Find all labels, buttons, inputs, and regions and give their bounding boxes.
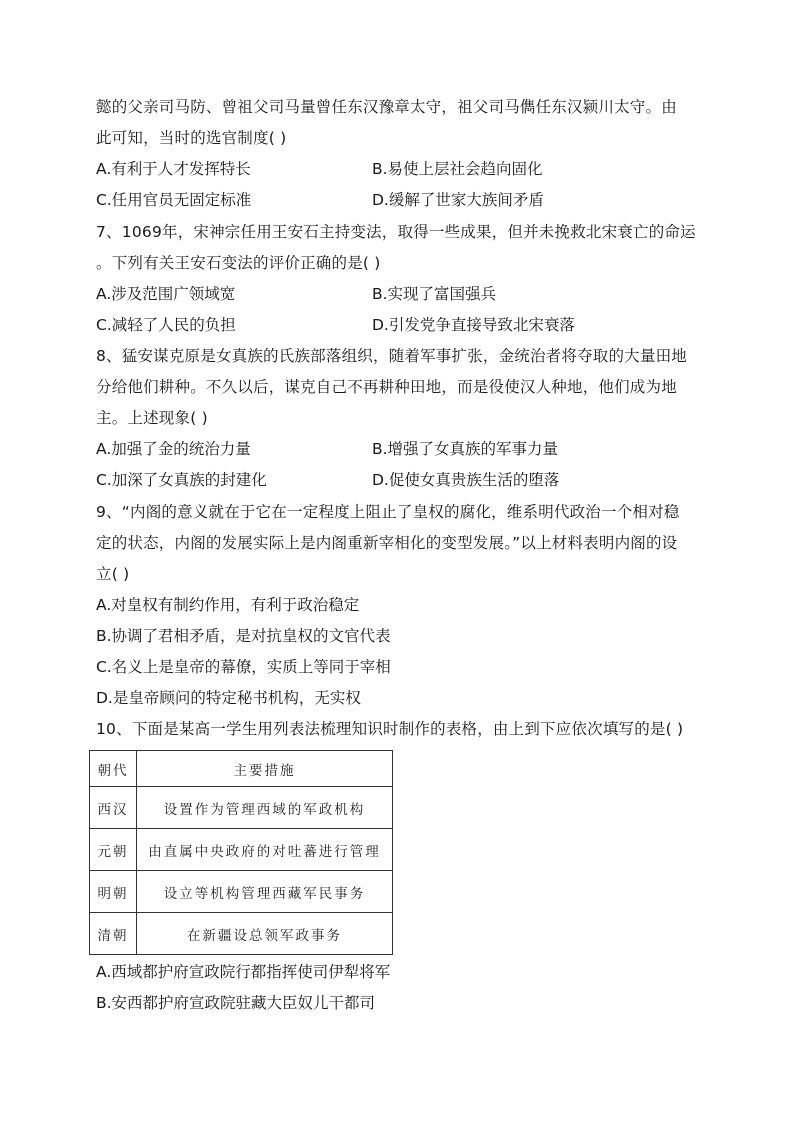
q9-option-a: A.对皇权有制约作用，有利于政治稳定 <box>96 596 360 614</box>
q8-option-c: C.加深了女真族的封建化 <box>96 471 267 489</box>
q8-stem-line2: 分给他们耕种。不久以后，谋克自己不再耕种田地，而是役使汉人种地，他们成为地 <box>96 378 677 396</box>
table-cell-dynasty: 西汉 <box>90 787 137 829</box>
q9-option-c: C.名义上是皇帝的幕僚，实质上等同于宰相 <box>96 658 391 676</box>
table-cell-measure: 设置作为管理西域的军政机构 <box>137 787 393 829</box>
q8-option-a: A.加强了金的统治力量 <box>96 440 251 458</box>
table-row <box>90 913 393 955</box>
table-cell-dynasty: 元朝 <box>90 829 137 871</box>
q10-table <box>89 750 393 955</box>
table-row <box>90 871 393 913</box>
q9-stem-line2: 定的状态，内阁的发展实际上是内阁重新宰相化的变型发展。”以上材料表明内阁的设 <box>96 534 678 552</box>
q9-option-b: B.协调了君相矛盾，是对抗皇权的文官代表 <box>96 627 391 645</box>
q10-stem-line1: 10、下面是某高一学生用列表法梳理知识时制作的表格，由上到下应依次填写的是( ) <box>96 720 684 738</box>
q9-option-d: D.是皇帝顾问的特定秘书机构，无实权 <box>96 689 361 707</box>
q7-option-b: B.实现了富国强兵 <box>372 285 497 303</box>
q6-stem-line2: 此可知，当时的选官制度( ) <box>96 129 287 147</box>
q7-stem-line2: 。下列有关王安石变法的评价正确的是( ) <box>96 254 381 272</box>
q9-stem-line1: 9、“内阁的意义就在于它在一定程度上阻止了皇权的腐化，维系明代政治一个相对稳 <box>96 503 680 521</box>
q7-stem-line1: 7、1069年，宋神宗任用王安石主持变法，取得一些成果，但并未挽救北宋衰亡的命运 <box>96 223 696 241</box>
q7-option-c: C.减轻了人民的负担 <box>96 316 236 334</box>
q6-option-a: A.有利于人才发挥特长 <box>96 160 251 178</box>
q8-option-b: B.增强了女真族的军事力量 <box>372 440 559 458</box>
q9-stem-line3: 立( ) <box>96 565 130 583</box>
q7-option-a: A.涉及范围广领域宽 <box>96 285 236 303</box>
q10-option-a: A.西域都护府宣政院行都指挥使司伊犁将军 <box>96 963 391 981</box>
table-row <box>90 787 393 829</box>
table-cell-measure: 由直属中央政府的对吐蕃进行管理 <box>137 829 393 871</box>
table-cell-measure: 在新疆设总领军政事务 <box>137 913 393 955</box>
q7-option-d: D.引发党争直接导致北宋衰落 <box>372 316 575 334</box>
table-cell-dynasty: 清朝 <box>90 913 137 955</box>
q8-stem-line1: 8、猛安谋克原是女真族的氏族部落组织，随着军事扩张，金统治者将夺取的大量田地 <box>96 347 687 365</box>
q6-option-d: D.缓解了世家大族间矛盾 <box>372 191 544 209</box>
table-cell-measure: 设立等机构管理西藏军民事务 <box>137 871 393 913</box>
table-header-dynasty: 朝代 <box>90 751 137 787</box>
q8-option-d: D.促使女真贵族生活的堕落 <box>372 471 560 489</box>
q6-stem-line1: 懿的父亲司马防、曾祖父司马量曾任东汉豫章太守，祖父司马儁任东汉颍川太守。由 <box>96 98 677 116</box>
q6-option-b: B.易使上层社会趋向固化 <box>372 160 543 178</box>
table-row <box>90 829 393 871</box>
table-header-row <box>90 751 393 787</box>
q6-option-c: C.任用官员无固定标准 <box>96 191 252 209</box>
q10-option-b: B.安西都护府宣政院驻藏大臣奴儿干都司 <box>96 994 376 1012</box>
table-header-measures: 主要措施 <box>137 751 393 787</box>
table-cell-dynasty: 明朝 <box>90 871 137 913</box>
q8-stem-line3: 主。上述现象( ) <box>96 409 208 427</box>
